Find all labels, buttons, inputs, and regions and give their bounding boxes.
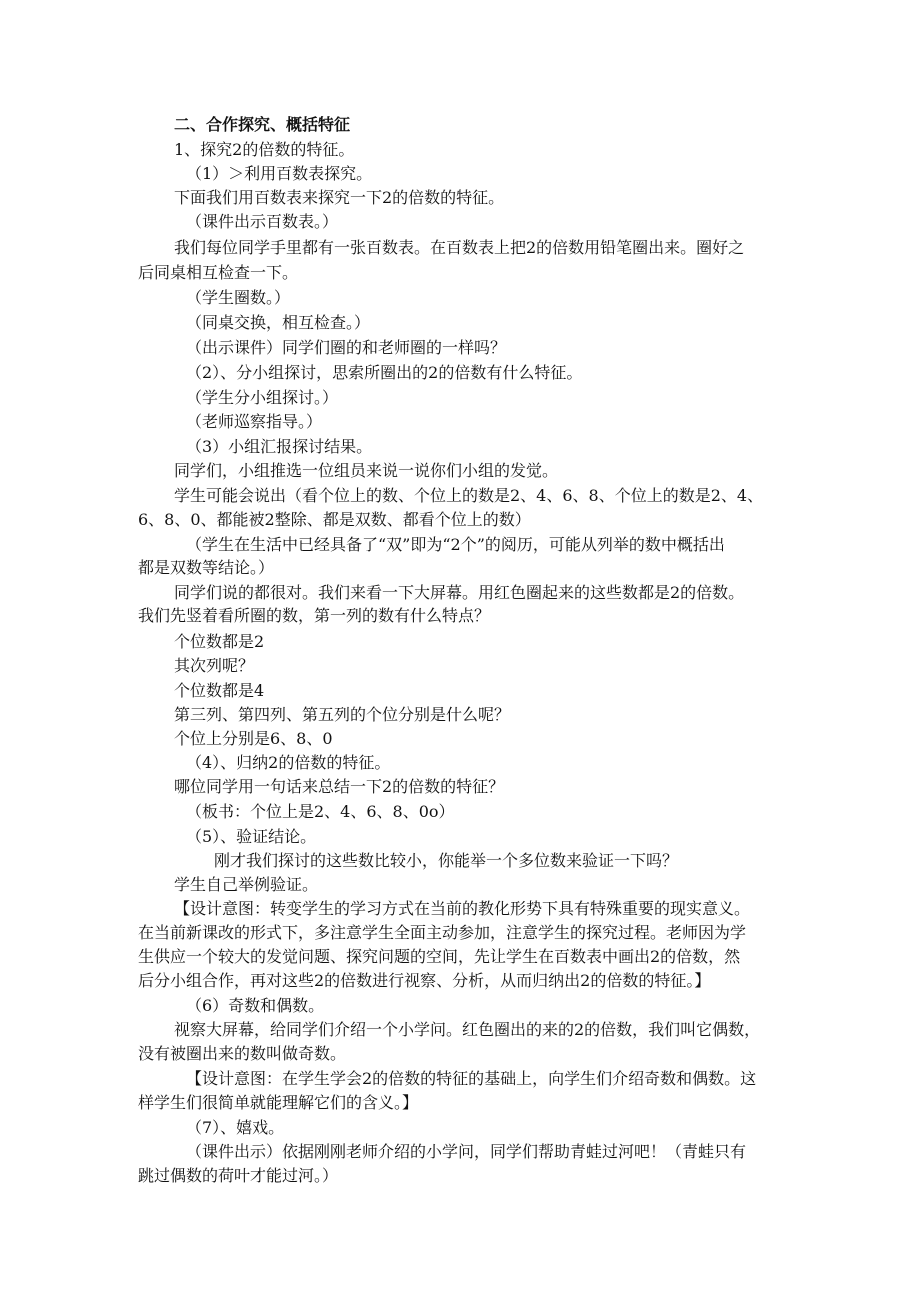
line-text: 同学们说的都很对。我们来看一下大屏幕。用红色圈起来的这些数都是2的倍数。	[174, 583, 745, 602]
line-text: 个位数都是2	[174, 632, 265, 651]
line-text: （板书：个位上是2、4、6、8、0o）	[186, 802, 455, 821]
line-text: 没有被圈出来的数叫做奇数。	[138, 1044, 347, 1063]
line-text: （老师巡察指导。）	[186, 412, 323, 431]
line-text: 哪位同学用一句话来总结一下2的倍数的特征？	[174, 777, 505, 796]
line-text: （课件出示百数表。）	[186, 212, 339, 231]
line-text: 学生可能会说出（看个位上的数、个位上的数是2、4、6、8、个位上的数是2、4、	[174, 486, 764, 505]
line-text: （1）＞利用百数表探究。	[186, 164, 373, 183]
line-text: （4）、归纳2的倍数的特征。	[186, 753, 391, 772]
line-text: （2）、分小组探讨，思索所圈出的2的倍数有什么特征。	[186, 363, 583, 382]
section-heading-text: 二、合作探究、概括特征	[174, 115, 351, 134]
line-text: 第三列、第四列、第五列的个位分别是什么呢？	[174, 705, 511, 724]
line-text: （学生圈数。）	[186, 288, 291, 307]
line-text: （3）小组汇报探讨结果。	[186, 437, 373, 456]
line-text: 在当前新课改的形式下，多注意学生全面主动参加，注意学生的探究过程。老师因为学	[138, 923, 747, 942]
line-text: 生供应一个较大的发觉问题、探究问题的空间，先让学生在百数表中画出2的倍数，然	[138, 947, 741, 966]
line-text: 我们每位同学手里都有一张百数表。在百数表上把2的倍数用铅笔圈出来。圈好之	[174, 238, 745, 257]
line-text: 下面我们用百数表来探究一下2的倍数的特征。	[174, 188, 505, 207]
line-text: 都是双数等结论。）	[138, 558, 275, 577]
line-text: 跳过偶数的荷叶才能过河。）	[138, 1166, 339, 1185]
line-text: （5）、验证结论。	[186, 827, 317, 846]
line-text: 后分小组合作，再对这些2的倍数进行视察、分析，从而归纳出2的倍数的特征。】	[138, 971, 711, 990]
line-text: （出示课件）同学们圈的和老师圈的一样吗？	[186, 338, 507, 357]
line-text: （学生在生活中已经具备了“双”即为“2个”的阅历，可能从列举的数中概括出	[186, 535, 725, 554]
line-text: （学生分小组探讨。）	[186, 388, 339, 407]
line-text: 其次列呢？	[174, 656, 255, 675]
line-text: （课件出示）依据刚刚老师介绍的小学问，同学们帮助青蛙过河吧！（青蛙只有	[186, 1142, 747, 1161]
line-text: 视察大屏幕，给同学们介绍一个小学问。红色圈出的来的2的倍数，我们叫它偶数，	[174, 1020, 761, 1039]
line-text: 样学生们很简单就能理解它们的含义。】	[138, 1093, 419, 1112]
line-text: 我们先竖着看所圈的数，第一列的数有什么特点？	[138, 606, 491, 625]
line-text: 同学们，小组推选一位组员来说一说你们小组的发觉。	[174, 461, 559, 480]
line-text: 1、探究2的倍数的特征。	[174, 140, 355, 159]
line-text: 学生自己举例验证。	[174, 875, 319, 894]
line-text: 刚才我们探讨的这些数比较小，你能举一个多位数来验证一下吗？	[214, 851, 679, 870]
line-text: （7）、嬉戏。	[186, 1118, 285, 1137]
line-text: （6）奇数和偶数。	[186, 996, 325, 1015]
line-text: 个位上分别是6、8、0	[174, 729, 333, 748]
line-text: 【设计意图：转变学生的学习方式在当前的教化形势下具有特殊重要的现实意义。	[174, 899, 751, 918]
line-text: 【设计意图：在学生学会2的倍数的特征的基础上，向学生们介绍奇数和偶数。这	[186, 1069, 757, 1088]
line-text: 后同桌相互检查一下。	[138, 263, 299, 282]
line-text: 个位数都是4	[174, 681, 265, 700]
line-text: （同桌交换，相互检查。）	[186, 313, 371, 332]
line-text: 6、8、0、都能被2整除、都是双数、都看个位上的数）	[138, 510, 531, 529]
